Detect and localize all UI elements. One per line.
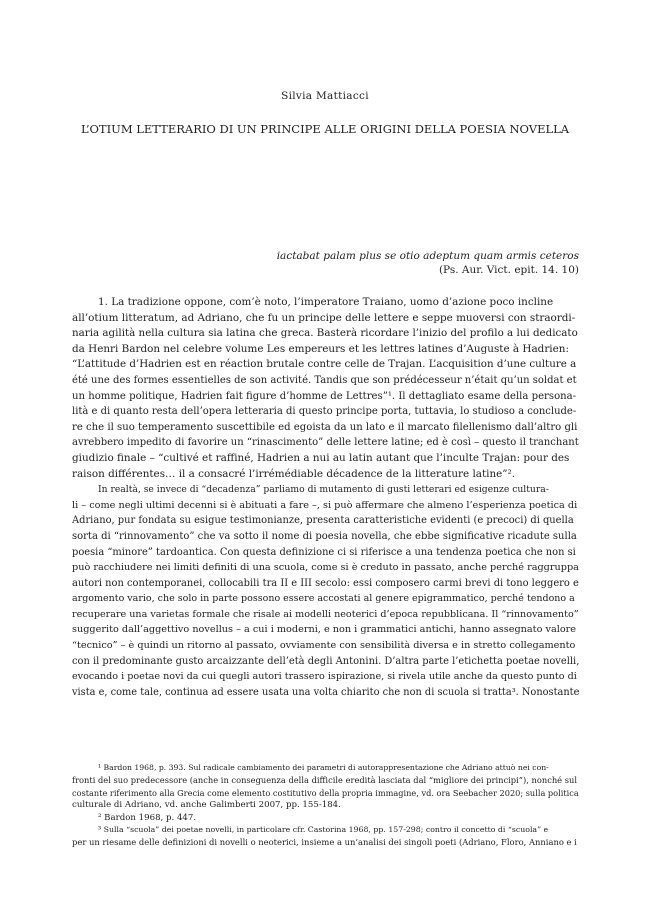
body-line: “tecnico” – è quindi un ritorno al passato, ovviamente con sensibilità diversa e in stretto collegamento bbox=[72, 640, 576, 652]
body-line: recuperare una varietas formale che risale ai modelli neoterici d’epoca repubblicana. Il “rinnovamento” bbox=[72, 608, 579, 620]
body-line: con il predominante gusto arcaizzante dell’età degli Antonini. D’altra parte l’etichetta poetae novelli, bbox=[72, 655, 580, 667]
body-line: giudizio finale – “cultivé et raffiné, Hadrien a nui au latin autant que l’inculte Trajan: pour des bbox=[72, 451, 570, 464]
footnote-line: ¹ Bardon 1968, p. 393. Sul radicale cambiamento dei parametri di autorappresentazione che Adriano attuò nei con- bbox=[98, 763, 549, 772]
footnote-line: per un riesame delle definizioni di novelli o neoterici, insieme a un’analisi dei singoli poeti (Adriano, Floro, Anniano e i bbox=[72, 837, 577, 848]
body-line: avrebbero impedito di favorire un “rinascimento” delle lettere latine; ed è così – questo il tranchant bbox=[72, 437, 579, 449]
epigraph-quote: iactabat palam plus se otio adeptum quam armis ceteros bbox=[276, 250, 579, 262]
body-line: In realtà, se invece di “decadenza” parliamo di mutamento di gusti letterari ed esigenze cultura- bbox=[98, 484, 549, 496]
body-line: autori non contemporanei, collocabili tra II e III secolo: essi composero carmi brevi di tono leggero e bbox=[72, 577, 579, 589]
body-line: été une des formes essentielles de son activité. Tandis que son prédécesseur n’était qu’un soldat et bbox=[72, 374, 577, 386]
body-line: naria agilità nella cultura sia latina che greca. Basterà ricordare l’inizio del profilo a lui dedicato bbox=[72, 327, 578, 340]
body-line: sorta di “rinnovamento” che va sotto il nome di poesia novella, che ebbe significative ricadute sulla bbox=[72, 530, 577, 542]
body-line: un homme politique, Hadrien fait figure d’homme de Lettres”¹. Il dettagliato esame della persona- bbox=[72, 390, 577, 402]
footnote-line: ² Bardon 1968, p. 447. bbox=[98, 812, 197, 823]
footnotes bbox=[72, 762, 579, 849]
body-line: può racchiudere nei limiti definiti di una scuola, come si è creduto in passato, anche perché raggruppa bbox=[72, 562, 579, 574]
body-line: raison différentes… il a consacré l’irrémédiable décadence de la litterature latine”². bbox=[72, 467, 516, 480]
epigraph bbox=[159, 249, 579, 277]
body-line: Adriano, pur fondata su esigue testimonianze, presenta caratteristiche evidenti (e precoci) di quella bbox=[72, 515, 574, 527]
footnote-line: ³ Sulla “scuola” dei poetae novelli, in particolare cfr. Castorina 1968, pp. 157-298; contro il concetto di “scuola” e bbox=[98, 825, 549, 835]
body-line: lità e di quanto resta dell’opera letteraria di questo principe porta, tuttavia, lo studioso a conclude- bbox=[72, 406, 577, 418]
body-line: all’otium litteratum, ad Adriano, che fu un principe delle lettere e seppe muoversi con straordi- bbox=[72, 311, 576, 324]
body-line: poesia “minore” tardoantica. Con questa definizione ci si riferisce a una tendenza poetica che non si bbox=[72, 546, 576, 558]
body-line: evocando i poetae novi da cui quegli autori trassero ispirazione, si rivela utile anche da questo punto di bbox=[72, 671, 577, 683]
body-line: vista e, come tale, continua ad essere usata una volta chiarito che non di scuola si tratta³. Nonostante bbox=[72, 686, 580, 698]
body-line: argomento vario, che solo in parte possono essere accostati al genere epigrammatico, perché tendono a bbox=[72, 593, 575, 605]
body-line: da Henri Bardon nel celebre volume Les empereurs et les lettres latines d’Auguste à Hadrien: bbox=[72, 342, 569, 355]
body-text bbox=[72, 295, 579, 700]
body-line: li – come negli ultimi decenni si è abituati a fare –, si può affermare che almeno l’esperienza poetica di bbox=[72, 499, 578, 511]
body-line: suggerito dall’aggettivo novellus – a cui i moderni, e non i grammatici antichi, hanno assegnato valore bbox=[72, 624, 577, 636]
footnote-line: fronti del suo predecessore (anche in conseguenza della difficile eredità lasciata dal “migliore dei principi”), nonché sul bbox=[72, 775, 577, 786]
body-line: “L’attitude d’Hadrien est en réaction brutale contre celle de Trajan. L’acquisition d’une culture a bbox=[72, 358, 577, 371]
article-title: L’OTIUM LETTERARIO DI UN PRINCIPE ALLE ORIGINI DELLA POESIA NOVELLA bbox=[80, 122, 570, 136]
body-line: re che il suo temperamento suscettibile ed egoista da un lato e il marcato filellenismo dall’altro gli bbox=[72, 421, 578, 433]
footnote-line: costante riferimento alla Grecia come elemento costitutivo della propria immagine, vd. ora Seebacher 2020; sulla politica bbox=[72, 787, 579, 798]
running-author: Silvia Mattiacci bbox=[281, 90, 369, 102]
footnote-line: culturale di Adriano, vd. anche Galimberti 2007, pp. 155-184. bbox=[72, 800, 341, 811]
epigraph-source: (Ps. Aur. Vict. epit. 14. 10) bbox=[438, 264, 579, 276]
body-line: 1. La tradizione oppone, com’è noto, l’imperatore Traiano, uomo d’azione poco incline bbox=[98, 296, 554, 308]
